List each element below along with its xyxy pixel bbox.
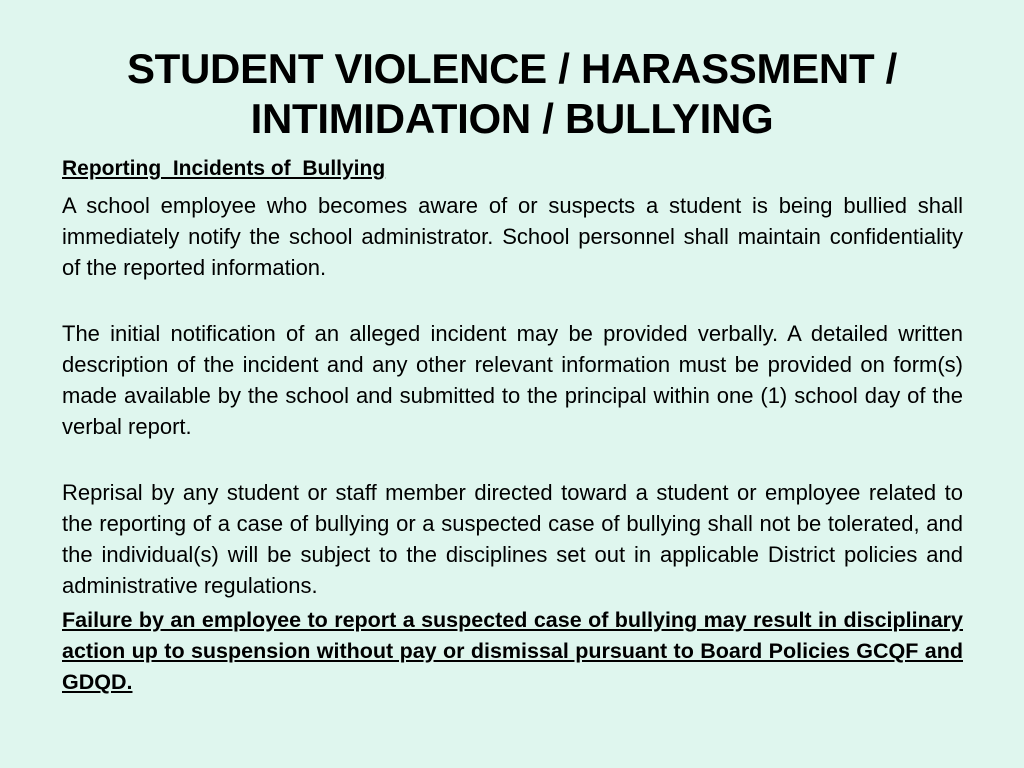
paragraph-failure-warning: Failure by an employee to report a suspected case of bullying may result in disciplinary action up to suspension without pay or dismissal pursuant to Board Policies GCQF and GDQD. — [62, 608, 963, 694]
slide-body — [62, 153, 963, 698]
section-heading: Reporting Incidents of Bullying — [62, 157, 386, 180]
slide-title — [40, 44, 984, 144]
slide-title-line-2: INTIMIDATION / BULLYING — [250, 95, 774, 142]
paragraph-initial-notification: The initial notification of an alleged incident may be provided verbally. A detailed written description of the incident and any other relevant information must be provided on form(s) made available by the school and submitted to the principal within one (1) school day of the verbal report. — [62, 321, 963, 439]
slide-title-line-1: STUDENT VIOLENCE / HARASSMENT / — [126, 45, 898, 92]
paragraph-employee-notification: A school employee who becomes aware of or suspects a student is being bullied shall immediately notify the school administrator. School personnel shall maintain confidentiality of the reported information. — [62, 193, 963, 280]
paragraph-reprisal: Reprisal by any student or staff member directed toward a student or employee related to the reporting of a case of bullying or a suspected case of bullying shall not be tolerated, and the individual(s) will be subject to the disciplines set out in applicable District policies and administrative regulations. — [62, 480, 963, 598]
